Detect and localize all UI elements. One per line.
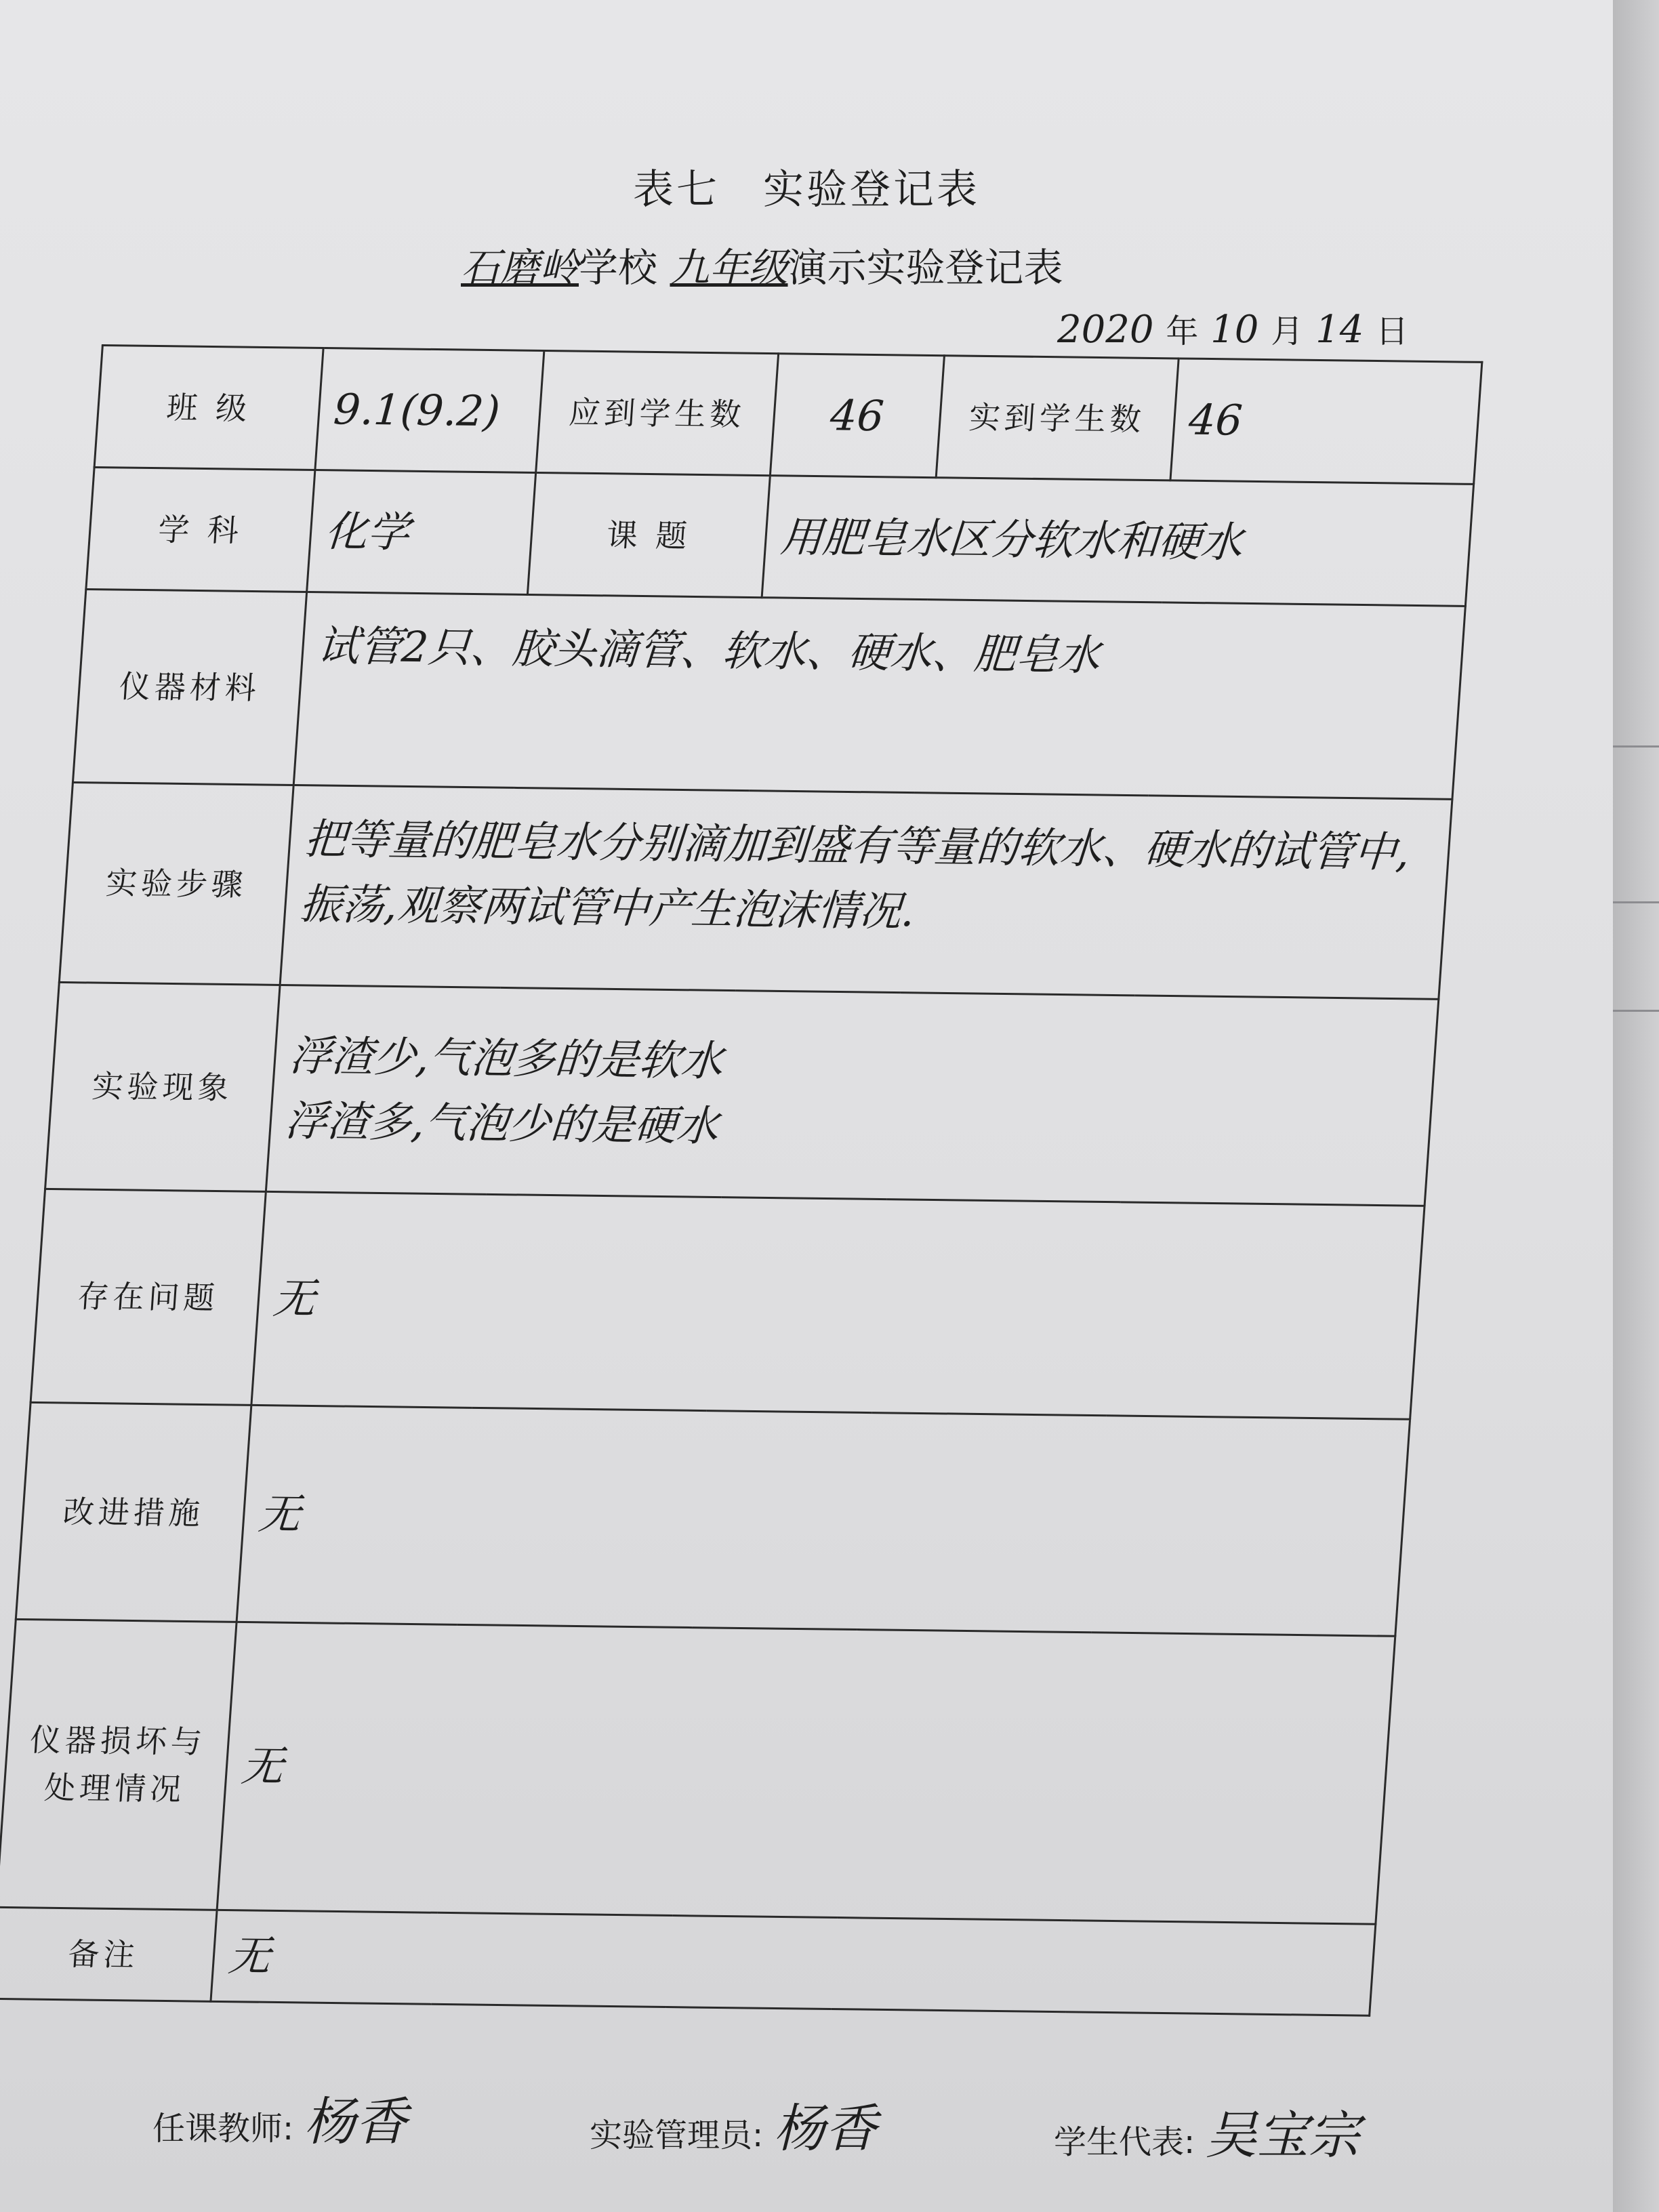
student-label: 学生代表: [1054, 2123, 1195, 2161]
steps-value: 把等量的肥皂水分别滴加到盛有等量的软水、硬水的试管中,振荡,观察两试管中产生泡沫情况. [280, 785, 1452, 999]
subject-label: 学 科 [86, 468, 315, 592]
edge-line [1613, 1010, 1659, 1012]
date-year-unit: 年 [1166, 312, 1199, 350]
admin-sig: 杨香 [773, 2098, 877, 2158]
date-day-unit: 日 [1376, 312, 1409, 350]
date-month-unit: 月 [1271, 312, 1304, 350]
steps-label: 实验步骤 [59, 782, 293, 985]
problems-value: 无 [251, 1191, 1425, 1419]
row-improve [16, 1402, 1410, 1636]
class-label: 班 级 [94, 346, 323, 470]
row-phenomena [45, 982, 1439, 1206]
row-steps [59, 782, 1452, 999]
admin-signature [590, 2087, 876, 2161]
form-label: 演示实验登记表 [787, 245, 1063, 291]
damage-value: 无 [217, 1622, 1395, 1924]
form-date [1057, 305, 1408, 352]
student-sig: 吴宝宗 [1205, 2105, 1360, 2165]
date-month: 10 [1210, 308, 1259, 352]
date-day: 14 [1315, 308, 1364, 352]
phenomena-value [266, 985, 1439, 1206]
page-edge [1613, 0, 1659, 2212]
row-class [94, 346, 1482, 485]
signature-footer [0, 2081, 1613, 2165]
row-notes [0, 1907, 1376, 2015]
notes-value: 无 [211, 1910, 1376, 2015]
phenomena-label: 实验现象 [45, 982, 280, 1191]
form-subtitle [461, 236, 1063, 293]
improve-value: 无 [237, 1405, 1410, 1636]
registration-table [0, 344, 1483, 2015]
teacher-signature [152, 2081, 407, 2154]
row-problems [30, 1189, 1425, 1419]
teacher-label: 任课教师: [152, 2110, 294, 2148]
damage-label: 仪器损坏与处理情况 [0, 1619, 237, 1910]
teacher-sig: 杨香 [304, 2091, 407, 2152]
date-year: 2020 [1057, 308, 1154, 352]
phenomena-line-2: 浮渣多,气泡少的是硬水 [283, 1096, 720, 1151]
expected-label: 应到学生数 [535, 350, 778, 475]
admin-label: 实验管理员: [590, 2116, 764, 2154]
expected-value: 46 [770, 354, 944, 478]
edge-line [1613, 901, 1659, 903]
materials-value: 试管2只、胶头滴管、软水、硬水、肥皂水 [293, 592, 1465, 799]
problems-label: 存在问题 [30, 1189, 266, 1405]
class-value: 9.1(9.2) [315, 348, 544, 472]
form-title: 表七 实验登记表 [633, 166, 980, 213]
subject-value: 化学 [307, 470, 536, 594]
row-subject [86, 468, 1474, 607]
row-damage [0, 1619, 1395, 1924]
improve-label: 改进措施 [16, 1402, 251, 1622]
actual-label: 实到学生数 [936, 356, 1179, 480]
row-materials [73, 589, 1465, 799]
edge-line [1613, 745, 1659, 747]
grade-value: 九年级 [670, 245, 788, 291]
actual-value: 46 [1170, 359, 1482, 484]
topic-value: 用肥皂水区分软水和硬水 [762, 476, 1473, 607]
topic-label: 课 题 [527, 472, 770, 597]
student-signature [1054, 2094, 1359, 2168]
phenomena-line-1: 浮渣少,气泡多的是软水 [287, 1031, 725, 1086]
materials-label: 仪器材料 [73, 589, 306, 785]
school-name: 石磨岭 [461, 245, 579, 291]
notes-label: 备注 [0, 1907, 217, 2001]
school-label: 学校 [579, 245, 658, 291]
